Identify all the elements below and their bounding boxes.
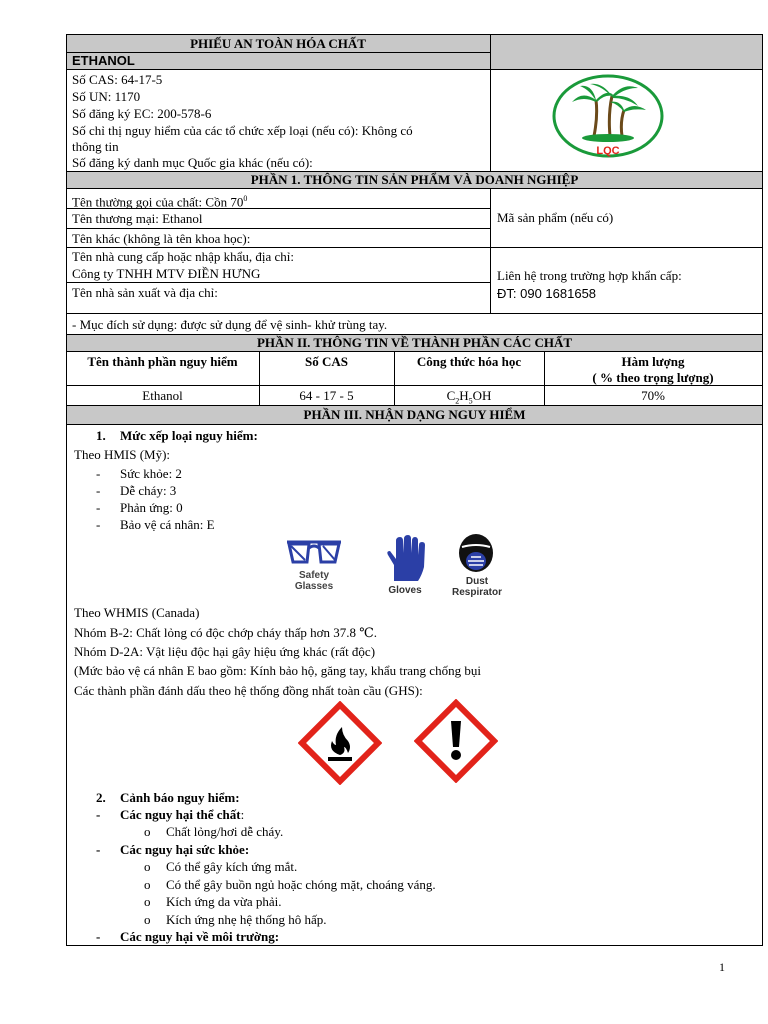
page-number: 1 [719, 960, 725, 974]
bullet-icon: o [144, 877, 151, 892]
supplier-label: Tên nhà cung cấp hoặc nhập khẩu, địa chỉ: [72, 249, 294, 264]
flame-icon [298, 701, 382, 785]
hazard-indicator-cont: thông tin [72, 139, 119, 154]
phys-hazards-colon: : [240, 807, 245, 822]
hline [66, 69, 763, 70]
hmis-label: Theo HMIS (Mỹ): [74, 447, 171, 462]
gloves-pictogram [380, 535, 430, 597]
hline [66, 351, 763, 352]
hline [66, 282, 490, 283]
col-cas: Số CAS [305, 354, 348, 369]
hline [66, 385, 763, 386]
health-item: Kích ứng nhẹ hệ thống hô hấp. [166, 912, 327, 927]
common-name [72, 191, 247, 209]
glasses-label-2: Glasses [294, 581, 334, 592]
cas-number: Số CAS: 64-17-5 [72, 72, 163, 87]
phys-dash: - [96, 807, 101, 822]
document-title: PHIẾU AN TOÀN HÓA CHẤT [190, 36, 366, 51]
section1-number: 1. [96, 428, 106, 443]
part2-title: PHẦN II. THÔNG TIN VỀ THÀNH PHẦN CÁC CHẤT [256, 335, 573, 350]
purpose: - Mục đích sử dụng: được sử dụng để vệ sinh- khử trùng tay. [72, 317, 388, 332]
col-hazard-component: Tên thành phần nguy hiểm [87, 354, 238, 369]
hmis-ppe: Bảo vệ cá nhân: E [120, 517, 215, 532]
hline [66, 313, 763, 314]
ghs-exclamation-pictogram [414, 699, 498, 783]
un-number: Số UN: 1170 [72, 89, 141, 104]
col-content-unit: ( % theo trọng lượng) [592, 370, 714, 385]
bullet-icon: o [144, 894, 151, 909]
whmis-label: Theo WHMIS (Canada) [74, 605, 200, 620]
row-percent: 70% [641, 388, 665, 403]
respirator-icon [444, 533, 510, 577]
bullet-icon: o [144, 912, 151, 927]
hline [66, 188, 763, 189]
health-item: Có thể gây buồn ngủ hoặc chóng mặt, choáng váng. [166, 877, 436, 892]
hline [66, 424, 763, 425]
row-name: Ethanol [142, 388, 183, 403]
national-registry: Số đăng ký danh mục Quốc gia khác (nếu có): [72, 155, 313, 170]
bullet-icon: o [144, 824, 151, 839]
hmis-health: Sức khỏe: 2 [120, 466, 182, 481]
hline [66, 247, 763, 248]
col-content: Hàm lượng [621, 354, 685, 369]
hmis-dash: - [96, 466, 101, 481]
ec-number: Số đăng ký EC: 200-578-6 [72, 106, 212, 121]
row-formula [394, 388, 544, 409]
manufacturer: Tên nhà sản xuất và địa chỉ: [72, 285, 218, 300]
formula-sub-2: 2 [455, 396, 460, 406]
ppe-e-note: (Mức bảo vệ cá nhân E bao gồm: Kính bảo hộ, găng tay, khẩu trang chống bụi [74, 663, 481, 678]
ghs-flammable-pictogram [298, 701, 382, 785]
health-item: Kích ứng da vừa phải. [166, 894, 282, 909]
dust-respirator-pictogram [444, 533, 510, 601]
divider-header [490, 34, 491, 171]
hmis-reactivity: Phản ứng: 0 [120, 500, 183, 515]
ghs-label: Các thành phần đánh dấu theo hệ thống đồng nhất toàn cầu (GHS): [74, 683, 423, 698]
emergency-label: Liên hệ trong trường hợp khẩn cấp: [497, 268, 682, 283]
row-cas: 64 - 17 - 5 [299, 388, 354, 403]
logo-text: LQC [596, 145, 620, 157]
supplier-name: Công ty TNHH MTV ĐIỀN HƯNG [72, 266, 261, 281]
common-name-text: Tên thường gọi của chất: Cồn 70 [72, 194, 244, 210]
health-hazards-title: Các nguy hại sức khỏe: [120, 842, 250, 857]
glasses-label-1: Safety [298, 570, 329, 581]
phys-item: Chất lỏng/hơi dễ cháy. [166, 824, 284, 839]
divider-part1 [490, 188, 491, 313]
respirator-label-2: Respirator [451, 587, 502, 598]
env-hazards-title: Các nguy hại về môi trường: [120, 929, 280, 944]
exclamation-mark-icon [414, 699, 498, 783]
emergency-phone: ĐT: 090 1681658 [497, 286, 597, 301]
logo-header-fill [490, 34, 763, 69]
trade-name: Tên thương mại: Ethanol [72, 211, 203, 226]
palm-tree-logo-icon [552, 74, 664, 160]
hazard-indicator: Số chỉ thị nguy hiểm của các tổ chức xếp loại (nếu có): Không có [72, 123, 413, 138]
glove-icon [380, 535, 430, 583]
hmis-flammability: Dễ cháy: 3 [120, 483, 177, 498]
whmis-d2a: Nhóm D-2A: Vật liệu độc hại gây hiệu ứng khác (rất độc) [74, 644, 376, 659]
border-bottom [66, 945, 763, 946]
safety-glasses-pictogram [283, 536, 345, 596]
part3-title: PHẦN III. NHẬN DẠNG NGUY HIỂM [303, 407, 526, 422]
hmis-dash: - [96, 500, 101, 515]
formula-oh: OH [472, 388, 492, 403]
section1-title: Mức xếp loại nguy hiểm: [120, 428, 258, 443]
phys-hazards-title: Các nguy hại thể chất [120, 807, 241, 822]
hline [66, 228, 490, 229]
respirator-label-1: Dust [465, 576, 489, 587]
formula-c: C [446, 388, 456, 403]
hmis-dash: - [96, 517, 101, 532]
hmis-dash: - [96, 483, 101, 498]
phys-hazards [120, 807, 244, 822]
health-dash: - [96, 842, 101, 857]
health-item: Có thể gây kích ứng mắt. [166, 859, 298, 874]
other-name: Tên khác (không là tên khoa học): [72, 231, 251, 246]
company-logo [552, 74, 664, 160]
product-code: Mã sản phẩm (nếu có) [497, 210, 614, 225]
col-formula: Công thức hóa học [416, 354, 522, 369]
product-name: ETHANOL [72, 53, 135, 68]
formula-sub-5: 5 [468, 396, 473, 406]
section2-number: 2. [96, 790, 106, 805]
formula-h: H [459, 388, 469, 403]
hline [66, 34, 763, 35]
section2-title: Cảnh báo nguy hiểm: [120, 790, 240, 805]
safety-glasses-icon [283, 536, 345, 572]
env-dash: - [96, 929, 101, 944]
gloves-label: Gloves [388, 585, 422, 596]
whmis-b2: Nhóm B-2: Chất lỏng có độc chớp cháy thấp hơn 37.8 ℃. [74, 625, 378, 640]
bullet-icon: o [144, 859, 151, 874]
common-name-degree: 0 [243, 194, 248, 203]
part1-title: PHẦN 1. THÔNG TIN SẢN PHẨM VÀ DOANH NGHIỆP [250, 172, 579, 187]
